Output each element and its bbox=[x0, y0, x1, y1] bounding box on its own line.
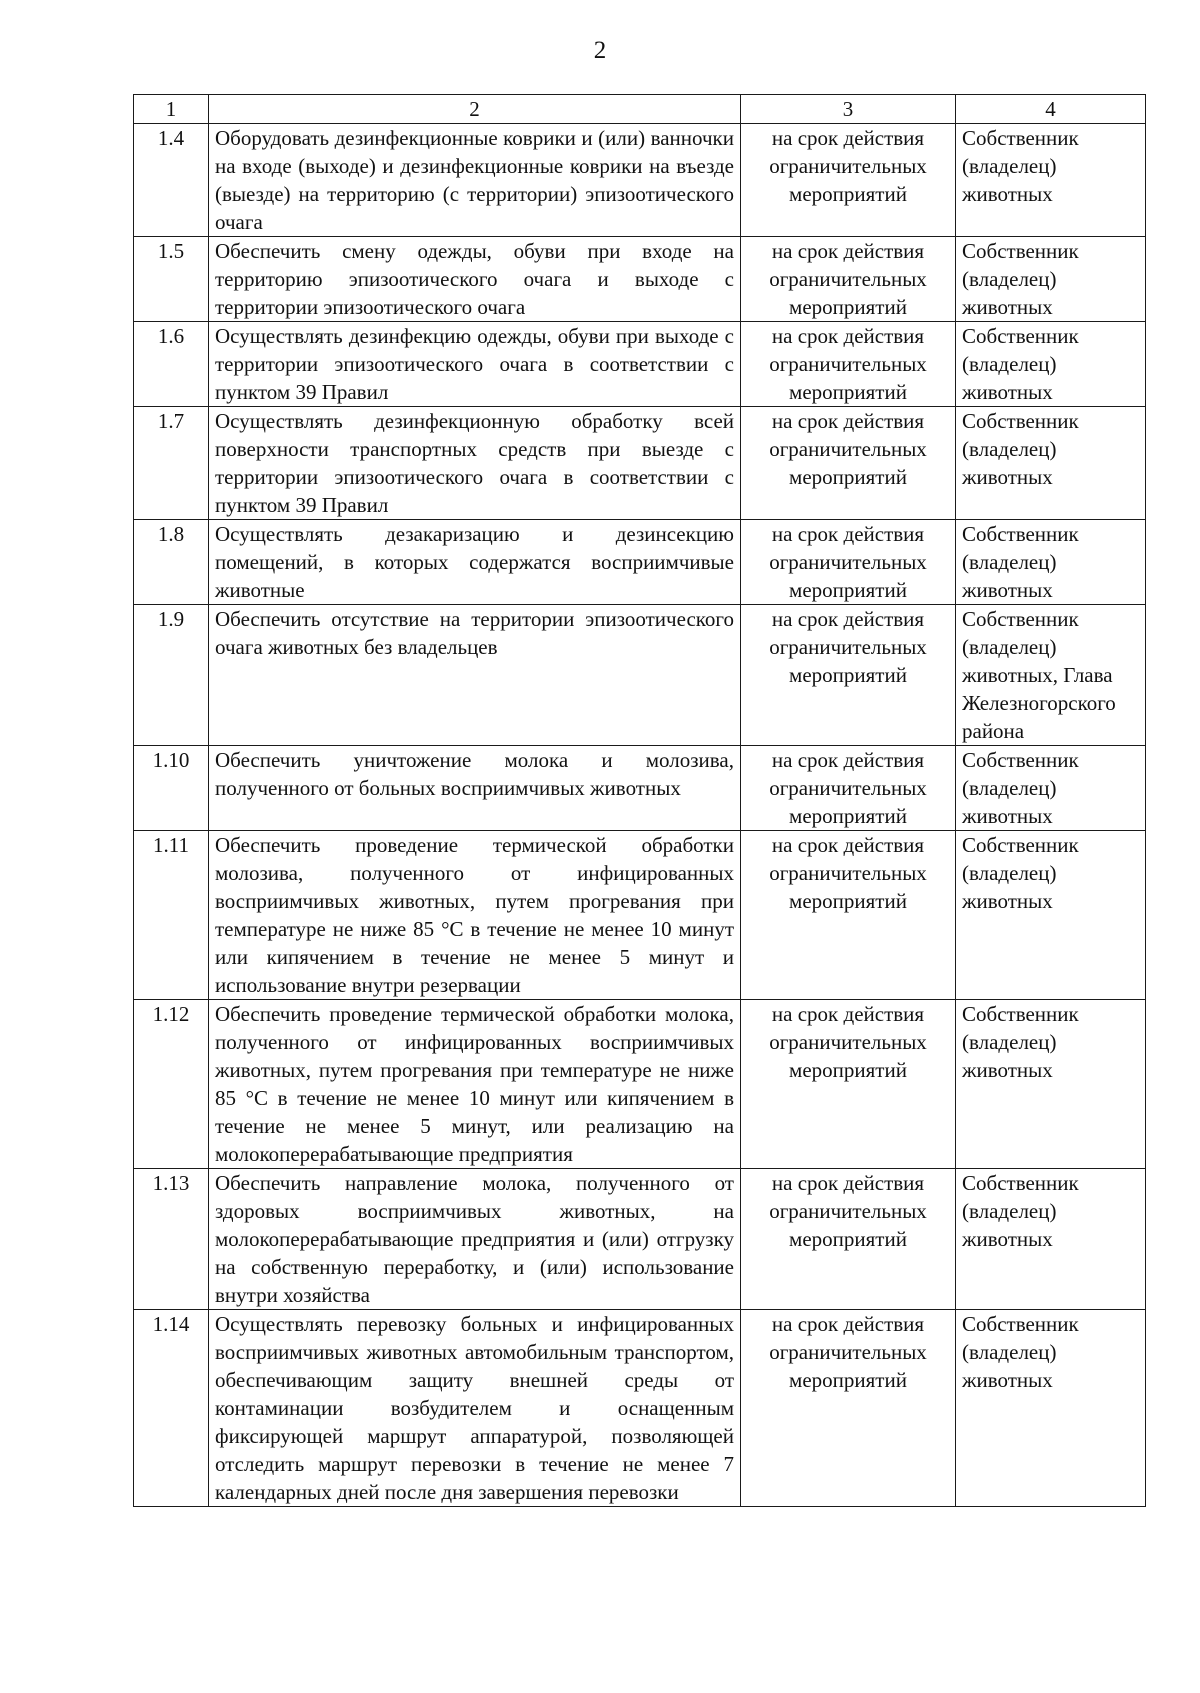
row-responsible: Собственник (владелец) животных bbox=[956, 1310, 1146, 1507]
row-responsible: Собственник (владелец) животных bbox=[956, 746, 1146, 831]
row-action: Обеспечить направление молока, полученного от здоровых восприимчивых животных, на молокоперерабатывающие предприятия и (или) отгрузку на собственную переработку, и (или) использование внутри хозяйства bbox=[209, 1169, 741, 1310]
row-number: 1.9 bbox=[134, 605, 209, 746]
row-responsible: Собственник (владелец) животных, Глава Железногорского района bbox=[956, 605, 1146, 746]
page-number: 2 bbox=[593, 37, 607, 64]
table-row bbox=[134, 1310, 1146, 1507]
row-action: Обеспечить отсутствие на территории эпизоотического очага животных без владельцев bbox=[209, 605, 741, 746]
row-action: Обеспечить уничтожение молока и молозива, полученного от больных восприимчивых животных bbox=[209, 746, 741, 831]
row-term: на срок действия ограничительных мероприятий bbox=[741, 1310, 956, 1507]
header-col-1: 1 bbox=[134, 95, 209, 124]
row-term: на срок действия ограничительных мероприятий bbox=[741, 831, 956, 1000]
row-term: на срок действия ограничительных мероприятий bbox=[741, 124, 956, 237]
row-responsible: Собственник (владелец) животных bbox=[956, 831, 1146, 1000]
row-term: на срок действия ограничительных мероприятий bbox=[741, 605, 956, 746]
row-responsible: Собственник (владелец) животных bbox=[956, 1169, 1146, 1310]
row-term: на срок действия ограничительных мероприятий bbox=[741, 407, 956, 520]
row-number: 1.6 bbox=[134, 322, 209, 407]
row-number: 1.12 bbox=[134, 1000, 209, 1169]
header-col-2: 2 bbox=[209, 95, 741, 124]
row-term: на срок действия ограничительных мероприятий bbox=[741, 1169, 956, 1310]
header-row bbox=[134, 95, 1146, 124]
row-responsible: Собственник (владелец) животных bbox=[956, 322, 1146, 407]
row-term: на срок действия ограничительных мероприятий bbox=[741, 746, 956, 831]
row-action: Обеспечить проведение термической обработки молока, полученного от инфицированных восприимчивых животных, путем прогревания при температуре не ниже 85 °С в течение не менее 10 минут или кипячением в течение не менее 5 минут, или реализацию на молокоперерабатывающие предприятия bbox=[209, 1000, 741, 1169]
row-action: Осуществлять перевозку больных и инфицированных восприимчивых животных автомобильным транспортом, обеспечивающим защиту внешней среды от контаминации возбудителем и оснащенным фиксирующей маршрут аппаратурой, позволяющей отследить маршрут перевозки в течение не менее 7 календарных дней после дня завершения перевозки bbox=[209, 1310, 741, 1507]
row-number: 1.5 bbox=[134, 237, 209, 322]
header-col-3: 3 bbox=[741, 95, 956, 124]
table-row bbox=[134, 124, 1146, 237]
row-action: Осуществлять дезинфекцию одежды, обуви при выходе с территории эпизоотического очага в соответствии с пунктом 39 Правил bbox=[209, 322, 741, 407]
row-responsible: Собственник (владелец) животных bbox=[956, 124, 1146, 237]
row-action: Осуществлять дезакаризацию и дезинсекцию помещений, в которых содержатся восприимчивые животные bbox=[209, 520, 741, 605]
row-responsible: Собственник (владелец) животных bbox=[956, 237, 1146, 322]
table-row bbox=[134, 831, 1146, 1000]
row-responsible: Собственник (владелец) животных bbox=[956, 407, 1146, 520]
row-responsible: Собственник (владелец) животных bbox=[956, 1000, 1146, 1169]
table-body bbox=[134, 124, 1146, 1507]
table-row bbox=[134, 407, 1146, 520]
table-row bbox=[134, 237, 1146, 322]
row-term: на срок действия ограничительных мероприятий bbox=[741, 322, 956, 407]
table-row bbox=[134, 520, 1146, 605]
header-col-4: 4 bbox=[956, 95, 1146, 124]
row-action: Осуществлять дезинфекционную обработку всей поверхности транспортных средств при выезде с территории эпизоотического очага в соответствии с пунктом 39 Правил bbox=[209, 407, 741, 520]
row-term: на срок действия ограничительных мероприятий bbox=[741, 237, 956, 322]
row-action: Обеспечить проведение термической обработки молозива, полученного от инфицированных восприимчивых животных, путем прогревания при температуре не ниже 85 °С в течение не менее 10 минут или кипячением в течение не менее 5 минут и использование внутри резервации bbox=[209, 831, 741, 1000]
row-number: 1.10 bbox=[134, 746, 209, 831]
row-number: 1.7 bbox=[134, 407, 209, 520]
row-term: на срок действия ограничительных мероприятий bbox=[741, 1000, 956, 1169]
row-number: 1.14 bbox=[134, 1310, 209, 1507]
table-row bbox=[134, 1169, 1146, 1310]
table-row bbox=[134, 322, 1146, 407]
row-number: 1.11 bbox=[134, 831, 209, 1000]
table-header bbox=[134, 95, 1146, 124]
table-row bbox=[134, 1000, 1146, 1169]
row-responsible: Собственник (владелец) животных bbox=[956, 520, 1146, 605]
row-number: 1.13 bbox=[134, 1169, 209, 1310]
row-action: Обеспечить смену одежды, обуви при входе на территорию эпизоотического очага и выходе с территории эпизоотического очага bbox=[209, 237, 741, 322]
table-row bbox=[134, 746, 1146, 831]
row-action: Оборудовать дезинфекционные коврики и (или) ванночки на входе (выходе) и дезинфекционные коврики на въезде (выезде) на территорию (с территории) эпизоотического очага bbox=[209, 124, 741, 237]
measures-table bbox=[133, 94, 1146, 1507]
row-number: 1.4 bbox=[134, 124, 209, 237]
row-number: 1.8 bbox=[134, 520, 209, 605]
table-row bbox=[134, 605, 1146, 746]
row-term: на срок действия ограничительных мероприятий bbox=[741, 520, 956, 605]
